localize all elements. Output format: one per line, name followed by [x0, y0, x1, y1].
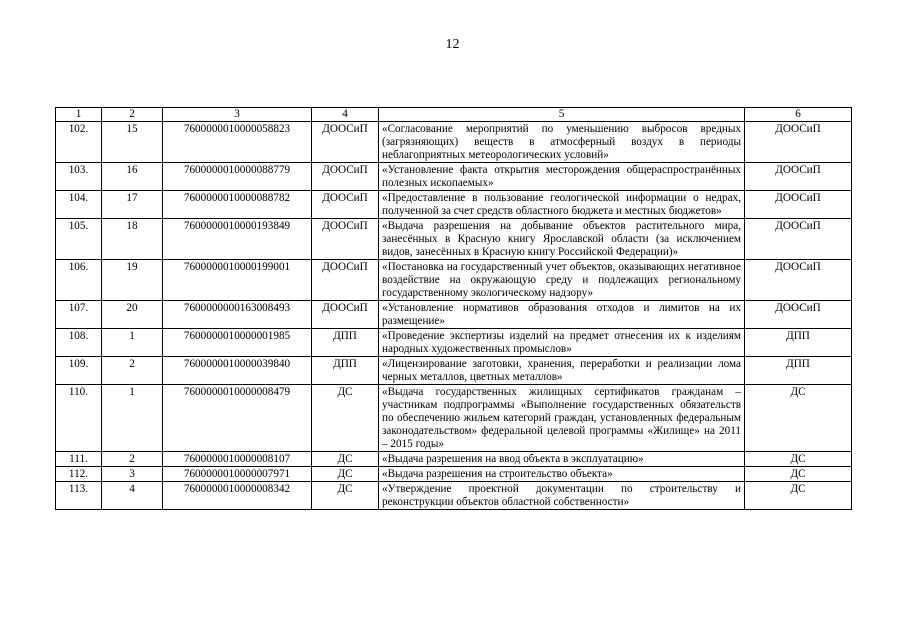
department-cell: ДООСиП: [312, 260, 379, 301]
row-number-cell: 104.: [56, 191, 102, 219]
table-row: [56, 122, 852, 163]
services-table: [55, 107, 852, 510]
table-row: [56, 301, 852, 329]
service-name-cell: «Согласование мероприятий по уменьшению выбросов вредных (загрязняющих) веществ в атмосферный воздух в периоды неблагоприятных метеорологических условий»: [379, 122, 745, 163]
row-number-cell: 105.: [56, 219, 102, 260]
responsible-cell: ДПП: [745, 357, 852, 385]
row-number-cell: 103.: [56, 163, 102, 191]
table-row: [56, 452, 852, 467]
department-cell: ДООСиП: [312, 219, 379, 260]
responsible-cell: ДООСиП: [745, 122, 852, 163]
service-name-cell: «Проведение экспертизы изделий на предмет отнесения их к изделиям народных художественных промыслов»: [379, 329, 745, 357]
department-cell: ДПП: [312, 329, 379, 357]
sub-number-cell: 4: [102, 482, 163, 510]
sub-number-cell: 3: [102, 467, 163, 482]
table-header-row: [56, 108, 852, 122]
department-cell: ДООСиП: [312, 163, 379, 191]
service-code-cell: 7600000010000008479: [163, 385, 312, 452]
sub-number-cell: 17: [102, 191, 163, 219]
row-number-cell: 109.: [56, 357, 102, 385]
service-name-cell: «Выдача разрешения на добывание объектов растительного мира, занесённых в Красную книгу Ярославской области (за исключением видов, занесённых в Красную книгу Российской Федерации)»: [379, 219, 745, 260]
column-header: 3: [163, 108, 312, 122]
responsible-cell: ДС: [745, 482, 852, 510]
responsible-cell: ДС: [745, 452, 852, 467]
responsible-cell: ДООСиП: [745, 191, 852, 219]
row-number-cell: 113.: [56, 482, 102, 510]
row-number-cell: 108.: [56, 329, 102, 357]
responsible-cell: ДПП: [745, 329, 852, 357]
service-code-cell: 7600000010000039840: [163, 357, 312, 385]
service-name-cell: «Установление нормативов образования отходов и лимитов на их размещение»: [379, 301, 745, 329]
service-name-cell: «Постановка на государственный учет объектов, оказывающих негативное воздействие на окружающую среду и подлежащих региональному государственному экологическому надзору»: [379, 260, 745, 301]
service-name-cell: «Предоставление в пользование геологической информации о недрах, полученной за счет средств областного бюджета и местных бюджетов»: [379, 191, 745, 219]
service-code-cell: 7600000010000008107: [163, 452, 312, 467]
column-header: 4: [312, 108, 379, 122]
department-cell: ДС: [312, 482, 379, 510]
responsible-cell: ДООСиП: [745, 163, 852, 191]
table-row: [56, 191, 852, 219]
service-name-cell: «Выдача разрешения на ввод объекта в эксплуатацию»: [379, 452, 745, 467]
service-code-cell: 7600000010000193849: [163, 219, 312, 260]
row-number-cell: 111.: [56, 452, 102, 467]
responsible-cell: ДС: [745, 385, 852, 452]
department-cell: ДООСиП: [312, 122, 379, 163]
table-row: [56, 260, 852, 301]
department-cell: ДС: [312, 467, 379, 482]
service-code-cell: 7600000010000001985: [163, 329, 312, 357]
service-name-cell: «Утверждение проектной документации по строительству и реконструкции объектов областной собственности»: [379, 482, 745, 510]
service-name-cell: «Установление факта открытия месторождения общераспространённых полезных ископаемых»: [379, 163, 745, 191]
responsible-cell: ДООСиП: [745, 260, 852, 301]
responsible-cell: ДС: [745, 467, 852, 482]
sub-number-cell: 2: [102, 357, 163, 385]
sub-number-cell: 18: [102, 219, 163, 260]
table-row: [56, 357, 852, 385]
table-row: [56, 467, 852, 482]
column-header: 5: [379, 108, 745, 122]
sub-number-cell: 16: [102, 163, 163, 191]
responsible-cell: ДООСиП: [745, 219, 852, 260]
sub-number-cell: 19: [102, 260, 163, 301]
department-cell: ДС: [312, 452, 379, 467]
service-code-cell: 7600000010000058823: [163, 122, 312, 163]
table-row: [56, 163, 852, 191]
service-code-cell: 7600000010000008342: [163, 482, 312, 510]
column-header: 6: [745, 108, 852, 122]
department-cell: ДПП: [312, 357, 379, 385]
service-code-cell: 7600000010000088779: [163, 163, 312, 191]
service-name-cell: «Выдача разрешения на строительство объекта»: [379, 467, 745, 482]
department-cell: ДООСиП: [312, 191, 379, 219]
table-row: [56, 329, 852, 357]
sub-number-cell: 20: [102, 301, 163, 329]
department-cell: ДС: [312, 385, 379, 452]
department-cell: ДООСиП: [312, 301, 379, 329]
service-code-cell: 7600000010000007971: [163, 467, 312, 482]
row-number-cell: 112.: [56, 467, 102, 482]
service-code-cell: 7600000000163008493: [163, 301, 312, 329]
table-row: [56, 385, 852, 452]
sub-number-cell: 2: [102, 452, 163, 467]
service-code-cell: 7600000010000199001: [163, 260, 312, 301]
sub-number-cell: 1: [102, 329, 163, 357]
row-number-cell: 102.: [56, 122, 102, 163]
responsible-cell: ДООСиП: [745, 301, 852, 329]
row-number-cell: 107.: [56, 301, 102, 329]
service-name-cell: «Выдача государственных жилищных сертификатов гражданам – участникам подпрограммы «Выполнение государственных обязательств по обеспечению жильем категорий граждан, установленных федеральным законодательством» федеральной целевой программы «Жилище» на 2011 – 2015 годы»: [379, 385, 745, 452]
table-row: [56, 482, 852, 510]
service-name-cell: «Лицензирование заготовки, хранения, переработки и реализации лома черных металлов, цветных металлов»: [379, 357, 745, 385]
sub-number-cell: 1: [102, 385, 163, 452]
row-number-cell: 110.: [56, 385, 102, 452]
service-code-cell: 7600000010000088782: [163, 191, 312, 219]
column-header: 1: [56, 108, 102, 122]
sub-number-cell: 15: [102, 122, 163, 163]
table-row: [56, 219, 852, 260]
row-number-cell: 106.: [56, 260, 102, 301]
page-number: 12: [445, 37, 460, 52]
column-header: 2: [102, 108, 163, 122]
